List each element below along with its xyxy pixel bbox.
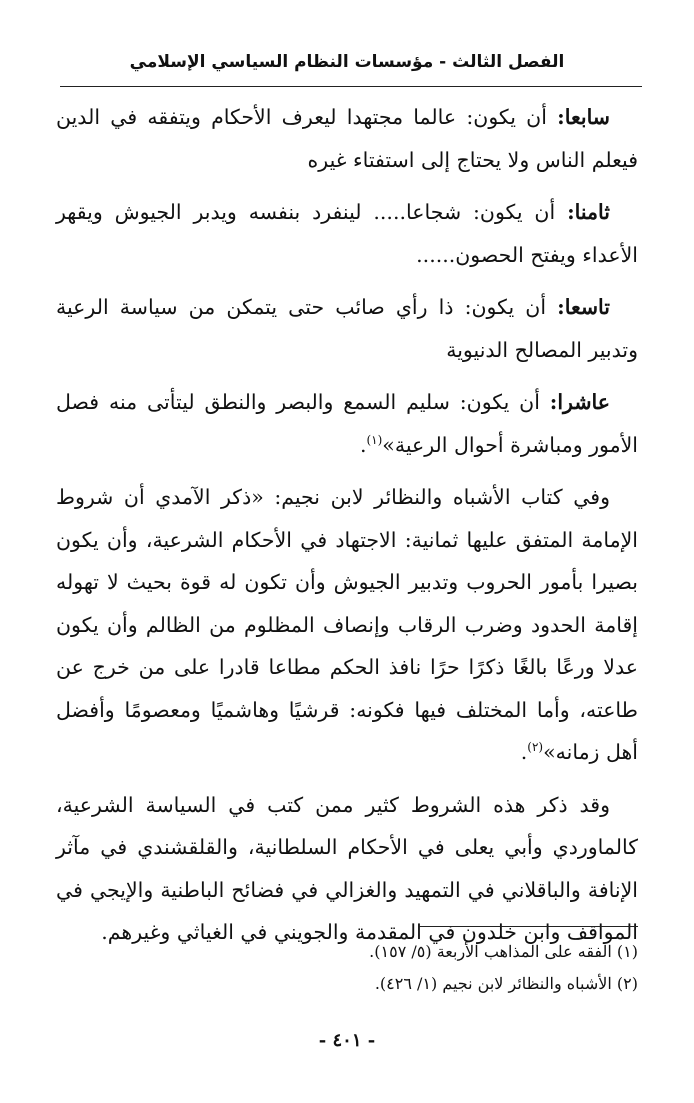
running-header: الفصل الثالث - مؤسسات النظام السياسي الإسلامي [129, 52, 565, 72]
paragraph-text: وقد ذكر هذه الشروط كثير ممن كتب في السياسة الشرعية، كالماوردي وأبي يعلى في الأحكام السلطانية، والقلقشندي في مآثر الإنافة والباقلاني في التمهيد والغزالي في فضائح الباطنية والإيجي في المواقف وابن خلدون في المقدمة والجويني في الغياثي وغيرهم. [56, 792, 638, 944]
paragraph-text: أن يكون: سليم السمع والبصر والنطق ليتأتى منه فصل الأمور ومباشرة أحوال الرعية» [56, 390, 638, 457]
paragraph-eighth-condition [56, 191, 638, 276]
paragraph-text: أن يكون: ذا رأي صائب حتى يتمكن من سياسة الرعية وتدبير المصالح الدنيوية [56, 295, 638, 362]
footnote-ref-2[interactable]: (٢) [527, 740, 544, 755]
paragraph-ashbah-quote [56, 476, 638, 774]
period: . [359, 432, 367, 457]
paragraph-label: ثامنا: [567, 200, 610, 224]
paragraph-label: عاشرا: [549, 390, 610, 414]
page-number: - ٤٠١ - [318, 1030, 376, 1051]
footnote-2: (٢) الأشباه والنظائر لابن نجيم (١/ ٤٢٦). [374, 974, 638, 993]
body-text [56, 96, 638, 964]
paragraph-label: سابعا: [557, 105, 610, 129]
footnote-rule [418, 926, 638, 927]
paragraph-text: أن يكون: شجاعا..... لينفرد بنفسه ويدبر الجيوش ويقهر الأعداء ويفتح الحصون...... [56, 200, 638, 267]
period: . [520, 740, 528, 764]
header-rule [60, 86, 642, 87]
footnotes [56, 936, 638, 1000]
paragraph-sources [56, 784, 638, 954]
paragraph-tenth-condition [56, 381, 638, 466]
paragraph-text: وفي كتاب الأشباه والنظائر لابن نجيم: «ذكر الآمدي أن شروط الإمامة المتفق عليها ثمانية: الاجتهاد في الأحكام الشرعية، وأن يكون بصيرا بأمور الحروب وتدبير الجيوش وأن تكون له قوة بحيث لا تهوله إقامة الحدود وضرب الرقاب وإنصاف المظلوم من الظالم وأن يكون عدلا ورعًا بالغًا ذكرًا حرًا نافذ الحكم مطاعا قادرا على من خرج عن طاعته، وأما المختلف فيها فكونه: قرشيًا وهاشميًا ومعصومًا وأفضل أهل زمانه» [56, 485, 638, 764]
paragraph-label: تاسعا: [557, 295, 610, 319]
paragraph-seventh-condition [56, 96, 638, 181]
footnote-ref-1[interactable]: (١) [366, 432, 383, 447]
paragraph-ninth-condition [56, 286, 638, 371]
paragraph-text: أن يكون: عالما مجتهدا ليعرف الأحكام ويتفقه في الدين فيعلم الناس ولا يحتاج إلى استفتاء غيره [56, 105, 638, 172]
footnote-1: (١) الفقه على المذاهب الأربعة (٥/ ١٥٧). [369, 942, 638, 961]
